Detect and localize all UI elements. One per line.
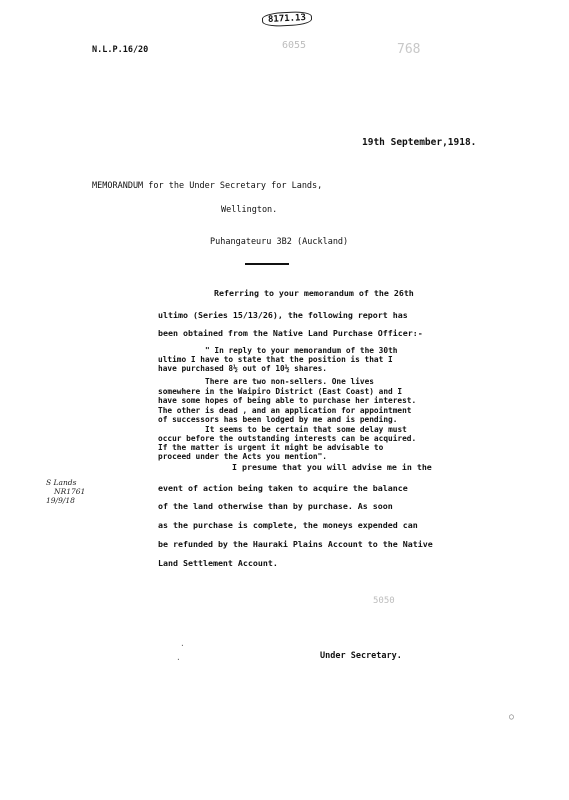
quote-line: It seems to be certain that some delay must: [205, 425, 407, 434]
body-line: ultimo (Series 15/13/26), the following report has: [158, 310, 408, 320]
signature-block: Under Secretary.: [320, 651, 402, 661]
faint-stamp-top: 6055: [282, 40, 307, 51]
margin-note-line: NR1761: [54, 487, 86, 496]
letter-date: 19th September,1918.: [362, 137, 477, 148]
subject-divider: [245, 263, 289, 265]
body-line: Referring to your memorandum of the 26th: [214, 288, 414, 298]
subject-line: Puhangateuru 3B2 (Auckland): [210, 237, 349, 247]
folio-stamp: 8171.13: [262, 11, 313, 28]
body-line: event of action being taken to acquire the balance: [158, 483, 408, 493]
quote-line: of successors has been lodged by me and is pending.: [158, 415, 398, 424]
handwritten-margin-note: [46, 478, 85, 505]
body-line: of the land otherwise than by purchase. As soon: [158, 501, 393, 511]
quote-line: " In reply to your memorandum of the 30th: [205, 346, 398, 355]
file-reference: N.L.P.16/20: [92, 45, 149, 55]
scan-speck: ·: [180, 641, 185, 650]
quote-line: occur before the outstanding interests can be acquired.: [158, 434, 417, 443]
addressee-line: MEMORANDUM for the Under Secretary for Lands,: [92, 181, 323, 191]
scan-speck: ○: [509, 712, 514, 721]
body-line: been obtained from the Native Land Purchase Officer:-: [158, 328, 423, 338]
quote-line: proceed under the Acts you mention".: [158, 452, 327, 461]
faint-stamp-bottom: 5050: [373, 596, 395, 606]
quote-line: ultimo I have to state that the position is that I: [158, 355, 393, 364]
quote-line: There are two non-sellers. One lives: [205, 377, 374, 386]
addressee-city: Wellington.: [221, 205, 278, 215]
body-line: Land Settlement Account.: [158, 558, 278, 568]
body-line: as the purchase is complete, the moneys expended can: [158, 520, 418, 530]
quote-line: somewhere in the Waipiro District (East Coast) and I: [158, 387, 403, 396]
quote-line: The other is dead , and an application for appointment: [158, 406, 412, 415]
margin-note-line: S Lands: [46, 478, 77, 487]
margin-note-line: 19/9/18: [46, 496, 75, 505]
scan-speck: ·: [176, 655, 181, 664]
quote-line: have some hopes of being able to purchase her interest.: [158, 396, 417, 405]
quote-line: If the matter is urgent it might be advisable to: [158, 443, 384, 452]
faint-stamp-right: 768: [397, 42, 421, 57]
body-line: I presume that you will advise me in the: [232, 462, 432, 472]
body-line: be refunded by the Hauraki Plains Account to the Native: [158, 539, 433, 549]
quote-line: have purchased 8½ out of 10½ shares.: [158, 364, 327, 373]
